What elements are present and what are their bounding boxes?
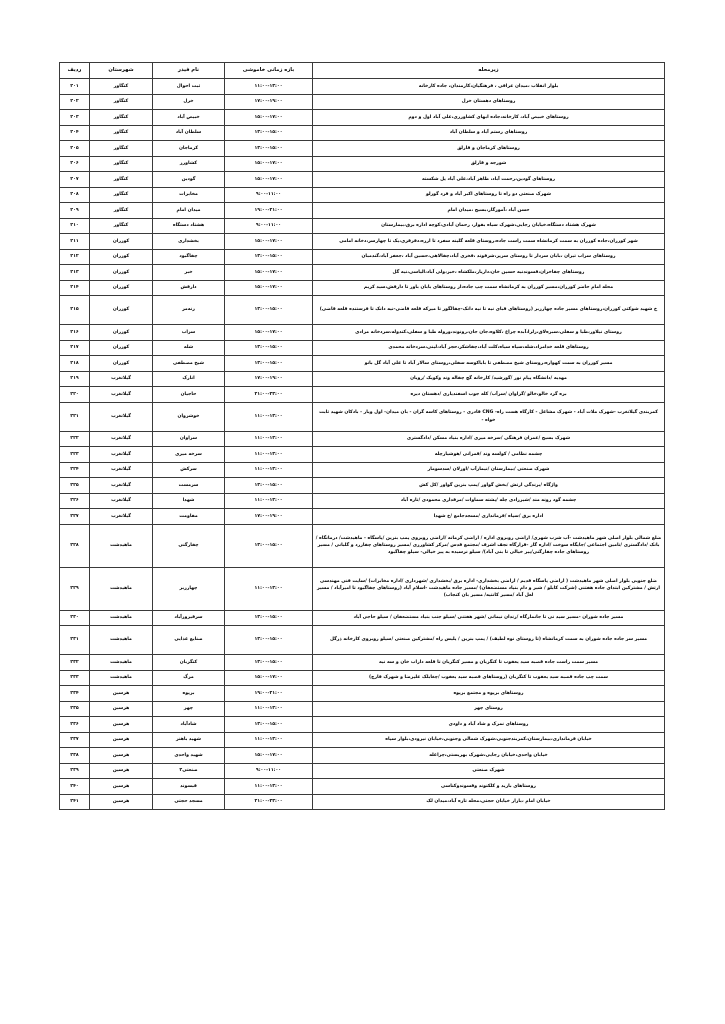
- table-row: [60, 626, 665, 655]
- table-row: [60, 203, 665, 219]
- cell-row-no: ۲۱۳: [60, 265, 90, 281]
- column-header-sub-area: زیرمحله: [313, 63, 665, 79]
- cell-feeder: چقاگبود: [153, 249, 225, 265]
- cell-sub-area: بره گرد خالو،خالو /گراوان /سرآب/ کله جوب اسفندیاری /دهستان دیره: [313, 387, 665, 403]
- cell-row-no: ۲۲۵: [60, 478, 90, 494]
- cell-feeder: حاجیان: [153, 387, 225, 403]
- cell-county: کنگاور: [90, 156, 153, 172]
- cell-time-range: ۱۳:۰۰-۱۵:۰۰: [225, 655, 313, 671]
- cell-sub-area: خیابان واحدی،خیابان رجایی،شهرک بهزیستی،چراغله: [313, 748, 665, 764]
- cell-row-no: ۲۰۶: [60, 156, 90, 172]
- cell-county: گیلانغرب: [90, 462, 153, 478]
- table-row: [60, 249, 665, 265]
- cell-row-no: ۲۰۹: [60, 203, 90, 219]
- cell-sub-area: روستاهای سراب تیران ،بابان سردار تا روستای سرپر،شرفوند ،فخری آباد،چقالاهی،حسین آباد ،جعفر آباد،گندمبان: [313, 249, 665, 265]
- cell-county: کنگاور: [90, 172, 153, 188]
- cell-time-range: ۱۳:۰۰-۱۵:۰۰: [225, 356, 313, 372]
- cell-feeder: خبر: [153, 265, 225, 281]
- cell-feeder: چهارزبر: [153, 567, 225, 610]
- table-row: [60, 748, 665, 764]
- cell-time-range: ۱۱:۰۰-۱۳:۰۰: [225, 779, 313, 795]
- table-row: [60, 356, 665, 372]
- table-row: [60, 493, 665, 509]
- cell-sub-area: ضلع جنوبی بلوار اصلی شهر ماهیدشت ( اراضی پاسگاه قدیم / اراضی بخشداری- اداره برق /بخشداری /شهرداری /اداره مخابرات) /سایت فنی مهندسی ارتش / مشترکین ابتدای جاده هفتنی (شرکت کابلو / شیر و دام بنیاد مستضعفان) /مسیر جاده ماهیدشت -اسلام آباد (روستاهای چقاگبود تا امیرآباد / مسیر لعل آباد /مسیر کانتیه/ مسیر بان کنجاب): [313, 567, 665, 610]
- cell-county: ماهیدشت: [90, 524, 153, 567]
- cell-time-range: ۱۳:۰۰-۱۵:۰۰: [225, 478, 313, 494]
- cell-sub-area: شهرک صنعتی /بیمارستان /نیمازآب /اوزلان /سدسومار: [313, 462, 665, 478]
- cell-time-range: ۱۵:۰۰-۱۷:۰۰: [225, 325, 313, 341]
- cell-feeder: شهدا: [153, 493, 225, 509]
- cell-feeder: سرکش: [153, 462, 225, 478]
- cell-row-no: ۲۰۴: [60, 125, 90, 141]
- cell-sub-area: روستاهای چقاخزان،قسوندنیه حسین خان،داریار،ملکشاه ،خبر،ولی آباد،الیاسی،نیه گل: [313, 265, 665, 281]
- cell-sub-area: مسیر سمت راست جاده قصبه سید یعقوب تا کنگربان و مسیر کنگربان تا قلعه داراب خان و سه نیه: [313, 655, 665, 671]
- cell-county: هرسین: [90, 732, 153, 748]
- cell-county: کوزران: [90, 249, 153, 265]
- cell-feeder: دارفش: [153, 280, 225, 296]
- cell-sub-area: سمت چپ جاده قصبه سید یعقوب تا کنگربان (روستاهای قصبه سید یعقوب /چغابلک علیرضا و شهرک فارچ): [313, 670, 665, 686]
- cell-sub-area: روستاهای بازید و کلکنوند وقسوندوکناسی: [313, 779, 665, 795]
- table-row: [60, 296, 665, 325]
- cell-time-range: ۱۱:۰۰-۱۳:۰۰: [225, 447, 313, 463]
- cell-feeder: کنگربان: [153, 655, 225, 671]
- table-row: [60, 79, 665, 95]
- table-row: [60, 524, 665, 567]
- cell-county: گیلانغرب: [90, 431, 153, 447]
- cell-time-range: ۱۳:۰۰-۱۵:۰۰: [225, 141, 313, 157]
- cell-time-range: ۱۳:۰۰-۱۵:۰۰: [225, 296, 313, 325]
- cell-row-no: ۲۳۶: [60, 717, 90, 733]
- cell-sub-area: مسیر جاده شوران -مسیر سید نی تا جانمارگاه /زندان نیمانی /شهر هفتنی /سیلو جنب بنیاد مستضعفان / سیلو حاجی آباد: [313, 610, 665, 626]
- cell-county: گیلانغرب: [90, 371, 153, 387]
- cell-sub-area: خیابان فرمانداری،بیمارستان،کمربندجنوبی،شهرک شمالی وجنوبی،خیابان نیرودی،بلوار سپاه: [313, 732, 665, 748]
- cell-sub-area: روستاهای قلعه خدامراد،شله،سیاه سیاه،کلت آباد،چقاشکر،حجر آباد،لینی،سردخانه محمدی: [313, 340, 665, 356]
- cell-county: کنگاور: [90, 187, 153, 203]
- cell-row-no: ۲۰۵: [60, 141, 90, 157]
- cell-time-range: ۱۳:۰۰-۱۵:۰۰: [225, 125, 313, 141]
- cell-row-no: ۲۴۱: [60, 794, 90, 810]
- table-row: [60, 610, 665, 626]
- cell-time-range: ۱۱:۰۰-۱۳:۰۰: [225, 701, 313, 717]
- cell-feeder: سراوان: [153, 431, 225, 447]
- cell-row-no: ۲۰۲: [60, 94, 90, 110]
- cell-row-no: ۲۲۱: [60, 402, 90, 431]
- cell-sub-area: واژگاه /یزندگی ارتش /بخش گواور /پمپ بنزین گواور /کل کش: [313, 478, 665, 494]
- cell-county: گیلانغرب: [90, 447, 153, 463]
- cell-county: کنگاور: [90, 203, 153, 219]
- cell-feeder: سرمست: [153, 478, 225, 494]
- cell-row-no: ۲۱۶: [60, 325, 90, 341]
- cell-county: ماهیدشت: [90, 610, 153, 626]
- cell-time-range: ۱۵:۰۰-۱۷:۰۰: [225, 670, 313, 686]
- cell-county: کوزران: [90, 340, 153, 356]
- cell-row-no: ۲۰۳: [60, 110, 90, 126]
- cell-sub-area: بلوار انقلاب ،میدان عرافی ، فرهنگیان،کارمندان، جاده کارخانه: [313, 79, 665, 95]
- cell-county: کوزران: [90, 280, 153, 296]
- cell-time-range: ۲۱:۰۰-۲۳:۰۰: [225, 794, 313, 810]
- cell-row-no: ۲۳۲: [60, 655, 90, 671]
- cell-feeder: مقاومت: [153, 509, 225, 525]
- cell-feeder: سراب: [153, 325, 225, 341]
- table-row: [60, 717, 665, 733]
- table-row: [60, 110, 665, 126]
- cell-sub-area: مسیر کوزران به سمت کهواره،روستای شیخ مصطفی تا باباکوسه سفلی،روستای سالار آباد تا علی آباد گل بانو: [313, 356, 665, 372]
- table-row: [60, 340, 665, 356]
- cell-county: کوزران: [90, 265, 153, 281]
- cell-county: ماهیدشت: [90, 567, 153, 610]
- cell-sub-area: شهرک صنعتی: [313, 763, 665, 779]
- table-row: [60, 509, 665, 525]
- cell-time-range: ۹:۰۰-۱۱:۰۰: [225, 218, 313, 234]
- cell-time-range: ۱۳:۰۰-۱۵:۰۰: [225, 340, 313, 356]
- table-row: [60, 402, 665, 431]
- table-row: [60, 686, 665, 702]
- column-header-time-range: بازه زمانی خاموشی: [225, 63, 313, 79]
- cell-feeder: برپوه: [153, 686, 225, 702]
- cell-county: هرسین: [90, 763, 153, 779]
- cell-feeder: شله: [153, 340, 225, 356]
- cell-feeder: قبسوند: [153, 779, 225, 795]
- cell-county: کوزران: [90, 296, 153, 325]
- cell-feeder: چهر: [153, 701, 225, 717]
- cell-time-range: ۲۱:۰۰-۲۳:۰۰: [225, 387, 313, 403]
- table-row: [60, 280, 665, 296]
- cell-county: هرسین: [90, 686, 153, 702]
- cell-county: گیلانغرب: [90, 387, 153, 403]
- cell-time-range: ۱۵:۰۰-۱۷:۰۰: [225, 265, 313, 281]
- cell-time-range: ۱۵:۰۰-۱۷:۰۰: [225, 110, 313, 126]
- cell-row-no: ۲۲۷: [60, 509, 90, 525]
- cell-feeder: ثبت احوال: [153, 79, 225, 95]
- cell-sub-area: روستاهای نمرک و شاد آباد و داودی: [313, 717, 665, 733]
- cell-sub-area: کمربندی گیلانغرب -شهرک ملات آباد - شهرک مشاغل - کارگاه هست راه- CNG قادری - روستاهای کاسه گران - بان میدان- اول ویار - بادکان شهید ثابت خواه -: [313, 402, 665, 431]
- table-row: [60, 567, 665, 610]
- cell-county: کنگاور: [90, 125, 153, 141]
- cell-sub-area: شهرک هشتاد دستگاه،خیابان رجایی،شهرک سیاه بقوار، رحمان آبادی،کوچه اداره برق،بیمارستان: [313, 218, 665, 234]
- table-body: [60, 79, 665, 810]
- table-row: [60, 763, 665, 779]
- cell-time-range: ۱۵:۰۰-۱۷:۰۰: [225, 280, 313, 296]
- cell-row-no: ۲۱۹: [60, 371, 90, 387]
- cell-row-no: ۲۱۲: [60, 249, 90, 265]
- cell-feeder: میدان امام: [153, 203, 225, 219]
- cell-time-range: ۱۷:۰۰-۱۹:۰۰: [225, 509, 313, 525]
- cell-row-no: ۲۱۷: [60, 340, 90, 356]
- cell-county: هرسین: [90, 779, 153, 795]
- cell-sub-area: مهدیه /دانشگاه پیام نور /گورشید/ کارخانه گچ چقاله وند وکویک /رویان: [313, 371, 665, 387]
- table-row: [60, 431, 665, 447]
- cell-row-no: ۲۱۰: [60, 218, 90, 234]
- cell-sub-area: ضلع شمالی بلوار اصلی شهر ماهیدشت -آب شرب شهری/ اراضی روبروی اداره / اراضی کرمانه /اراضی روبروی پمپ بنزین /پاسگاه - ماهیدشت/ درمانگاه /بانک /دادگستری /تامین اجتماعی /جایگاه سوخت /اداره گاز -قرارگاه نجف اشرف /مجتمع قدس /مرکز کشاورزی /مسیر روستاهای چقازرد و گلبانی / مسیر روستاهای جاده چقارگنی/پیر خیالی تا بنی آباد)/ سیلو نرسیده به پیر خیالی- سیلو چقاگبود: [313, 524, 665, 567]
- cell-row-no: ۲۳۵: [60, 701, 90, 717]
- cell-sub-area: چشمه گود رونه مند /شیرزادی چله /پشته سماوات /مرفداری محمودی /تازه آباد: [313, 493, 665, 509]
- cell-row-no: ۲۳۷: [60, 732, 90, 748]
- cell-time-range: ۱۷:۰۰-۱۹:۰۰: [225, 94, 313, 110]
- cell-county: گیلانغرب: [90, 478, 153, 494]
- table-row: [60, 655, 665, 671]
- cell-sub-area: شهرک صنعتی دو راه تا روستاهای اکبر آباد و فرد گوزلو: [313, 187, 665, 203]
- table-row: [60, 325, 665, 341]
- cell-feeder: سرخه میری: [153, 447, 225, 463]
- cell-row-no: ۲۳۱: [60, 626, 90, 655]
- cell-sub-area: خ شهید شوکتی کوزران،روستاهای مسیر جاده چهارزبر (روستاهای قبای نیه تا نیه دانک-چقالگوز تا میرکه قلعه قاضی-نیه دانک تا فرستنده قلعه قاضی): [313, 296, 665, 325]
- table-row: [60, 794, 665, 810]
- table-row: [60, 234, 665, 250]
- cell-sub-area: روستای نیلاور،طبا و سفلی،سبزه‌لاق،زلزا،آبده چراغ ،کلاوه،جان جان،رونوند،وروله طبا و سفلی،کندوله،سردخانه مرادی: [313, 325, 665, 341]
- cell-county: گیلانغرب: [90, 402, 153, 431]
- cell-row-no: ۲۳۸: [60, 748, 90, 764]
- cell-time-range: ۱۳:۰۰-۱۵:۰۰: [225, 717, 313, 733]
- cell-county: گیلانغرب: [90, 509, 153, 525]
- cell-feeder: چقارگنی: [153, 524, 225, 567]
- cell-county: کنگاور: [90, 79, 153, 95]
- cell-feeder: هشتاد دستگاه: [153, 218, 225, 234]
- table-row: [60, 387, 665, 403]
- cell-feeder: انارک: [153, 371, 225, 387]
- table-row: [60, 371, 665, 387]
- table-row: [60, 447, 665, 463]
- table-row: [60, 156, 665, 172]
- cell-county: کوزران: [90, 325, 153, 341]
- cell-time-range: ۱۵:۰۰-۱۷:۰۰: [225, 748, 313, 764]
- cell-sub-area: شهر کوزران،جاده کوزران به سمت کرمانشاه سمت راست جاده،روستای قلعه گلینه سفرد تا ارزه،دفرفری،یک تا چهارسر،دخانه امامی: [313, 234, 665, 250]
- cell-sub-area: روستاهای دهستان خزل: [313, 94, 665, 110]
- cell-row-no: ۲۲۸: [60, 524, 90, 567]
- cell-sub-area: روستاهای رستم آباد و سلطان آباد: [313, 125, 665, 141]
- cell-feeder: خوشروان: [153, 402, 225, 431]
- cell-county: ماهیدشت: [90, 626, 153, 655]
- cell-time-range: ۱۱:۰۰-۱۳:۰۰: [225, 462, 313, 478]
- cell-time-range: ۹:۰۰-۱۱:۰۰: [225, 763, 313, 779]
- cell-sub-area: حسن آباد ،آموزگار،بسیج ،میدان امام: [313, 203, 665, 219]
- cell-feeder: گودین: [153, 172, 225, 188]
- cell-sub-area: روستاهای برپوه و مجتمع برپوه: [313, 686, 665, 702]
- cell-row-no: ۲۳۴: [60, 686, 90, 702]
- cell-feeder: شیخ مصطفی: [153, 356, 225, 372]
- cell-time-range: ۱۵:۰۰-۱۷:۰۰: [225, 156, 313, 172]
- cell-feeder: شادآباد: [153, 717, 225, 733]
- cell-sub-area: شورجه و قارلق: [313, 156, 665, 172]
- cell-time-range: ۱۱:۰۰-۱۳:۰۰: [225, 402, 313, 431]
- cell-sub-area: روستاهای خبیص آباد، کارخانه،جاده ابهای کشاورزی،علی آباد اول و دوم: [313, 110, 665, 126]
- cell-county: گیلانغرب: [90, 493, 153, 509]
- table-row: [60, 701, 665, 717]
- cell-feeder: مرگ: [153, 670, 225, 686]
- cell-county: ماهیدشت: [90, 670, 153, 686]
- cell-sub-area: خیابان امام ،بازار خیابان حجتی،محله تازه آباد،میدان لک: [313, 794, 665, 810]
- cell-row-no: ۲۲۳: [60, 447, 90, 463]
- cell-row-no: ۲۰۱: [60, 79, 90, 95]
- cell-county: کنگاور: [90, 141, 153, 157]
- cell-county: هرسین: [90, 701, 153, 717]
- cell-row-no: ۲۲۴: [60, 462, 90, 478]
- cell-row-no: ۲۱۸: [60, 356, 90, 372]
- cell-feeder: صنعتی۲: [153, 763, 225, 779]
- cell-row-no: ۲۰۷: [60, 172, 90, 188]
- cell-feeder: خزل: [153, 94, 225, 110]
- table-row: [60, 670, 665, 686]
- table-row: [60, 478, 665, 494]
- cell-feeder: کشاورز: [153, 156, 225, 172]
- cell-county: کنگاور: [90, 218, 153, 234]
- cell-sub-area: چشمه نظامی / کولسه وند /قمرانی /هوشیارچله: [313, 447, 665, 463]
- cell-time-range: ۱۱:۰۰-۱۳:۰۰: [225, 431, 313, 447]
- cell-row-no: ۲۴۰: [60, 779, 90, 795]
- cell-feeder: سلطان آباد: [153, 125, 225, 141]
- table-row: [60, 779, 665, 795]
- cell-time-range: ۱۳:۰۰-۱۵:۰۰: [225, 249, 313, 265]
- cell-feeder: مخابرات: [153, 187, 225, 203]
- table-header: [60, 63, 665, 79]
- cell-time-range: ۹:۰۰-۱۱:۰۰: [225, 187, 313, 203]
- cell-sub-area: روستاهای کرماجان و قارلق: [313, 141, 665, 157]
- cell-feeder: مسجد حجتی: [153, 794, 225, 810]
- cell-sub-area: اداره برق /سپاه /فرمانداری /مسجدجامع /خ شهدا: [313, 509, 665, 525]
- cell-feeder: بخشداری: [153, 234, 225, 250]
- cell-time-range: ۱۳:۰۰-۱۵:۰۰: [225, 524, 313, 567]
- outage-schedule-table: [59, 62, 665, 810]
- cell-county: کوزران: [90, 356, 153, 372]
- cell-row-no: ۲۱۱: [60, 234, 90, 250]
- cell-row-no: ۲۳۹: [60, 763, 90, 779]
- cell-row-no: ۲۰۸: [60, 187, 90, 203]
- table-row: [60, 125, 665, 141]
- cell-row-no: ۲۱۵: [60, 296, 90, 325]
- cell-county: ماهیدشت: [90, 655, 153, 671]
- cell-county: کنگاور: [90, 110, 153, 126]
- table-row: [60, 732, 665, 748]
- cell-time-range: ۱۱:۰۰-۱۳:۰۰: [225, 567, 313, 610]
- cell-feeder: شهید واحدی: [153, 748, 225, 764]
- table-header-row: [60, 63, 665, 79]
- cell-feeder: سرفیروزآباد: [153, 610, 225, 626]
- table-row: [60, 94, 665, 110]
- column-header-county: شهرستان: [90, 63, 153, 79]
- cell-time-range: ۱۱:۰۰-۱۳:۰۰: [225, 493, 313, 509]
- cell-sub-area: شهرک بسیج /عمران فرهنگی /سرخه میری /اداره بنیاد مسکن /دادگستری: [313, 431, 665, 447]
- cell-time-range: ۱۵:۰۰-۱۷:۰۰: [225, 172, 313, 188]
- cell-county: هرسین: [90, 748, 153, 764]
- cell-sub-area: روستای چهر: [313, 701, 665, 717]
- cell-row-no: ۲۲۶: [60, 493, 90, 509]
- cell-sub-area: محله امام حاضر کوزران،مسیر کوزران به کرمانشاه سمت چپ جاده،از روستاهای بابان باور تا دارفش،سید کریم: [313, 280, 665, 296]
- cell-row-no: ۲۱۴: [60, 280, 90, 296]
- table-row: [60, 141, 665, 157]
- cell-row-no: ۲۳۰: [60, 610, 90, 626]
- table-row: [60, 462, 665, 478]
- table-row: [60, 172, 665, 188]
- cell-time-range: ۱۹:۰۰-۲۱:۰۰: [225, 686, 313, 702]
- column-header-feeder: نام فیدر: [153, 63, 225, 79]
- cell-time-range: ۱۵:۰۰-۱۷:۰۰: [225, 234, 313, 250]
- cell-county: کوزران: [90, 234, 153, 250]
- cell-county: هرسین: [90, 794, 153, 810]
- cell-time-range: ۱۹:۰۰-۲۱:۰۰: [225, 203, 313, 219]
- cell-feeder: زنه‌مر: [153, 296, 225, 325]
- cell-county: کنگاور: [90, 94, 153, 110]
- cell-feeder: خبیص آباد: [153, 110, 225, 126]
- table-row: [60, 218, 665, 234]
- cell-feeder: شهید باهنر: [153, 732, 225, 748]
- cell-row-no: ۲۳۳: [60, 670, 90, 686]
- cell-time-range: ۱۷:۰۰-۱۹:۰۰: [225, 371, 313, 387]
- table-row: [60, 187, 665, 203]
- cell-row-no: ۲۲۰: [60, 387, 90, 403]
- cell-time-range: ۱۱:۰۰-۱۳:۰۰: [225, 732, 313, 748]
- cell-time-range: ۱۳:۰۰-۱۵:۰۰: [225, 626, 313, 655]
- cell-feeder: کرماجان: [153, 141, 225, 157]
- cell-feeder: صنایع غذایی: [153, 626, 225, 655]
- cell-county: هرسین: [90, 717, 153, 733]
- cell-time-range: ۱۱:۰۰-۱۳:۰۰: [225, 79, 313, 95]
- table-row: [60, 265, 665, 281]
- cell-sub-area: روستاهای گودین،رحمت آباد، ظاهر آباد،علی آباد پل شکسته: [313, 172, 665, 188]
- cell-row-no: ۲۲۲: [60, 431, 90, 447]
- cell-time-range: ۱۳:۰۰-۱۵:۰۰: [225, 610, 313, 626]
- column-header-row-no: ردیف: [60, 63, 90, 79]
- cell-row-no: ۲۲۹: [60, 567, 90, 610]
- cell-sub-area: مسیر سر جاده جاده شوران به سمت کرمانشاه (تا روستای نوه لطیف) / پمپ بنزین / پلیس راه /مشترکین صنعتی /سیلو روبروی کارخانه ذرگل: [313, 626, 665, 655]
